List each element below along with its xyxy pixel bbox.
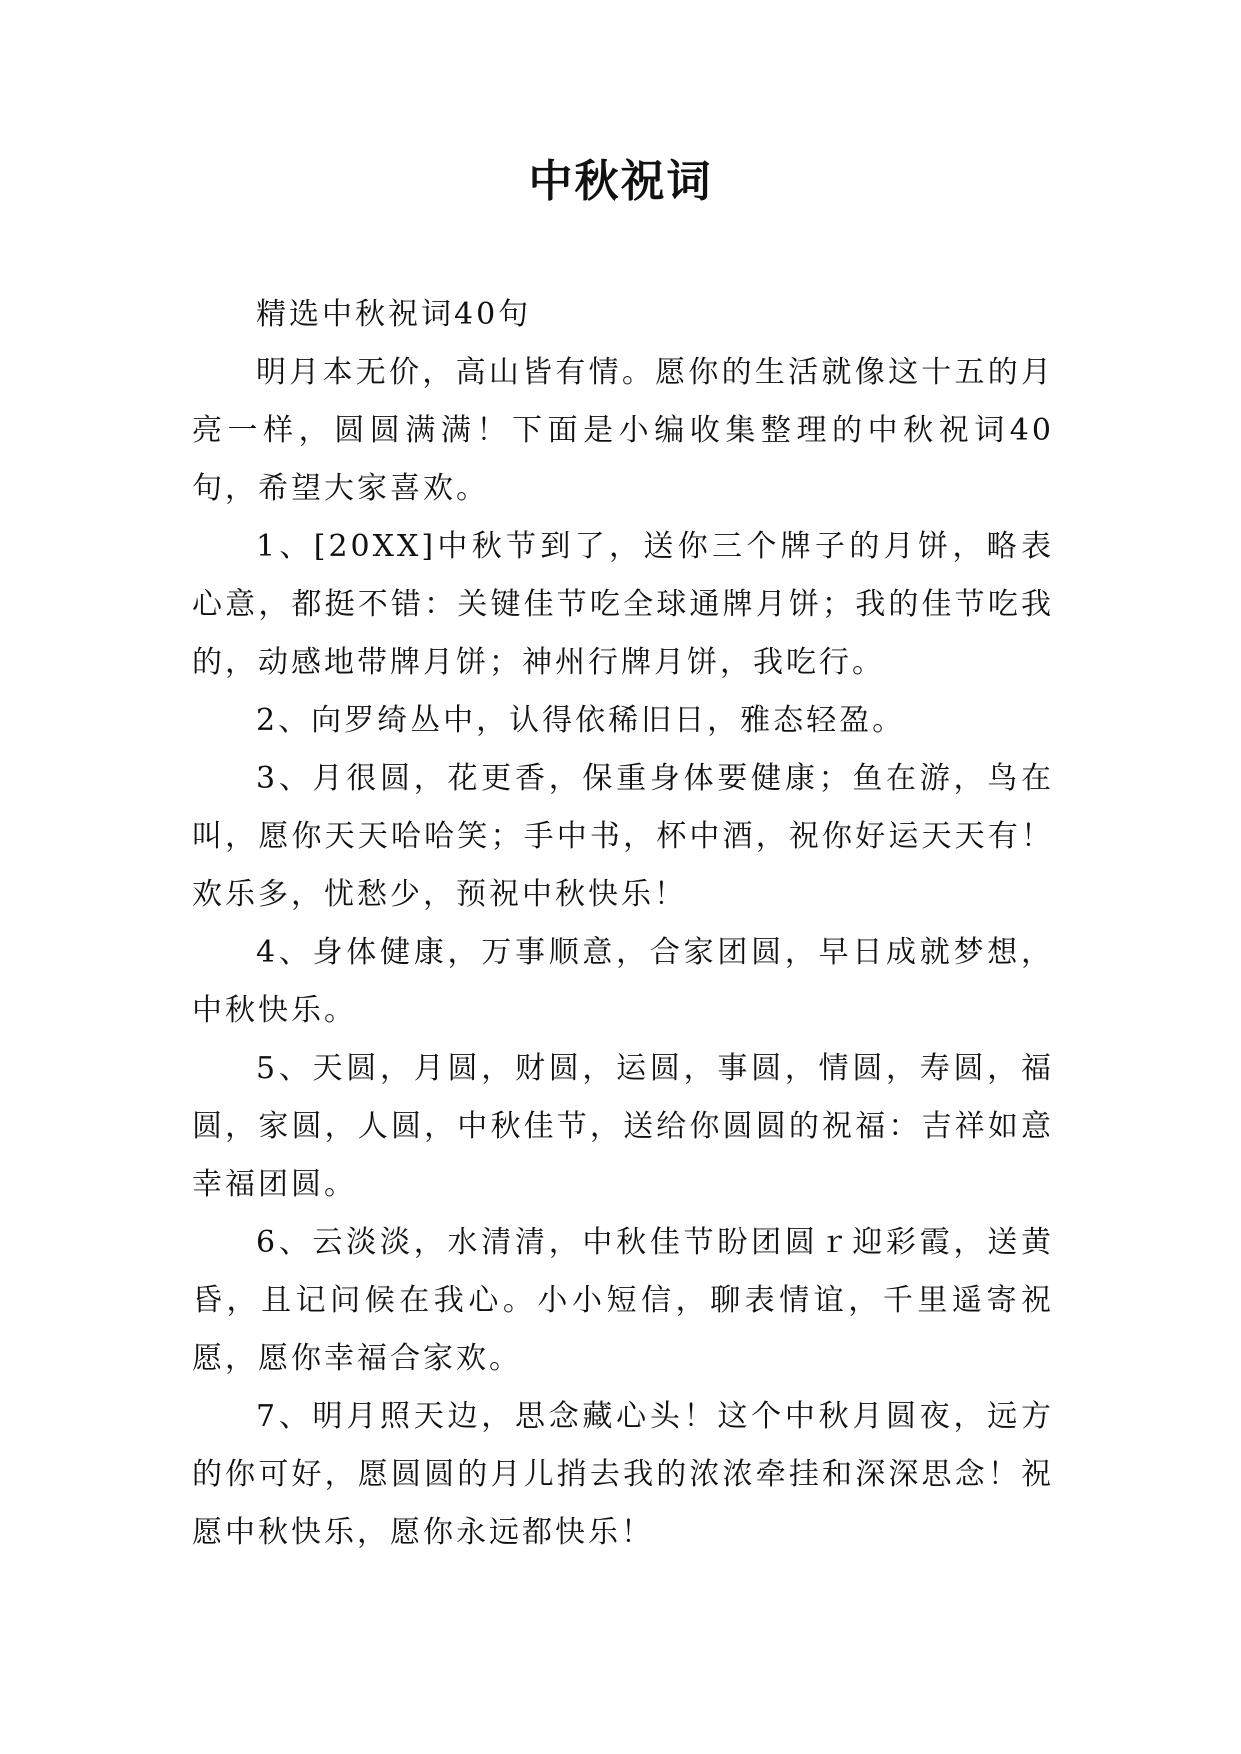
blessing-item-6: 6、云淡淡，水清清，中秋佳节盼团圆ｒ迎彩霞，送黄昏，且记问候在我心。小小短信，聊表情谊，千里遥寄祝愿，愿你幸福合家欢。	[192, 1225, 1054, 1376]
blessing-item-1: 1、[20XX]中秋节到了，送你三个牌子的月饼，略表心意，都挺不错：关键佳节吃全球通牌月饼；我的佳节吃我的，动感地带牌月饼；神州行牌月饼，我吃行。	[192, 529, 1054, 680]
intro-paragraph: 明月本无价，高山皆有情。愿你的生活就像这十五的月亮一样，圆圆满满！下面是小编收集整理的中秋祝词40句，希望大家喜欢。	[192, 355, 1054, 506]
blessing-item-7: 7、明月照天边，思念藏心头！这个中秋月圆夜，远方的你可好，愿圆圆的月儿捎去我的浓浓牵挂和深深思念！祝愿中秋快乐，愿你永远都快乐！	[192, 1399, 1054, 1550]
blessing-item-5: 5、天圆，月圆，财圆，运圆，事圆，情圆，寿圆，福圆，家圆，人圆，中秋佳节，送给你圆圆的祝福：吉祥如意幸福团圆。	[192, 1051, 1054, 1202]
blessing-item-2: 2、向罗绮丛中，认得依稀旧日，雅态轻盈。	[256, 703, 906, 738]
document-body	[192, 286, 1054, 1562]
blessing-item-3: 3、月很圆，花更香，保重身体要健康；鱼在游，鸟在叫，愿你天天哈哈笑；手中书，杯中酒，祝你好运天天有！欢乐多，忧愁少，预祝中秋快乐！	[192, 761, 1054, 912]
intro-subtitle: 精选中秋祝词40句	[256, 297, 532, 332]
blessing-item-4: 4、身体健康，万事顺意，合家团圆，早日成就梦想，中秋快乐。	[192, 935, 1054, 1028]
page-title: 中秋祝词	[528, 156, 713, 207]
